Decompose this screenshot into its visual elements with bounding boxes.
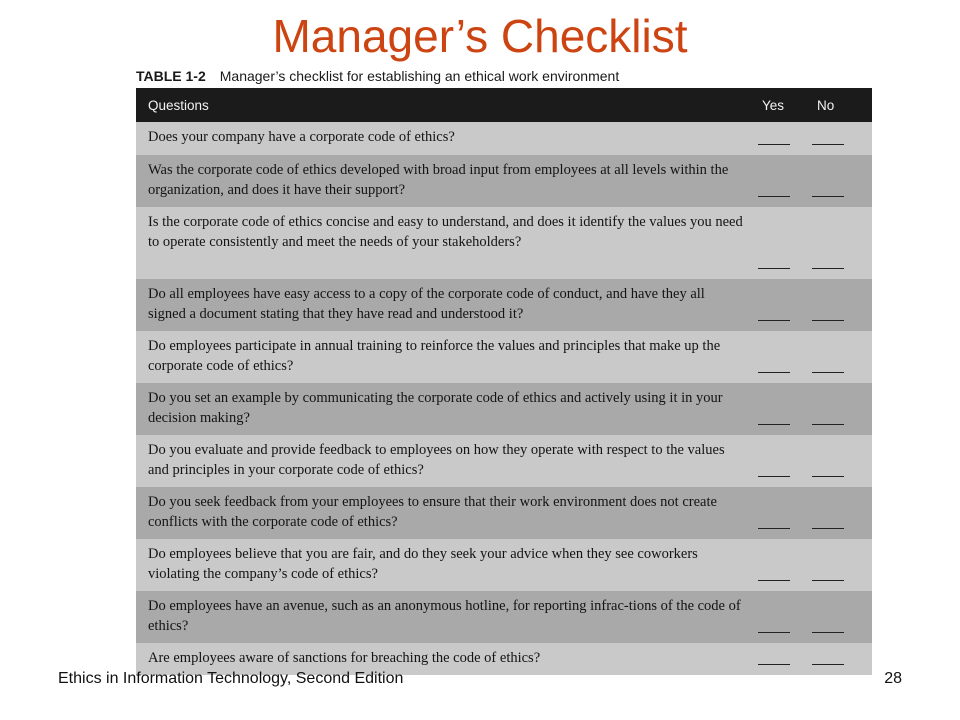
no-blank[interactable] xyxy=(812,371,844,373)
no-blank[interactable] xyxy=(812,195,844,197)
yes-blank[interactable] xyxy=(758,319,790,321)
yes-blank[interactable] xyxy=(758,631,790,633)
header-questions: Questions xyxy=(148,97,209,113)
table-row xyxy=(136,122,872,155)
yes-blank[interactable] xyxy=(758,527,790,529)
no-blank[interactable] xyxy=(812,319,844,321)
no-blank[interactable] xyxy=(812,143,844,145)
no-blank[interactable] xyxy=(812,423,844,425)
question-text: Does your company have a corporate code of ethics? xyxy=(148,129,455,145)
yes-blank[interactable] xyxy=(758,267,790,269)
table-caption xyxy=(136,64,872,88)
question-text: Are employees aware of sanctions for breaching the code of ethics? xyxy=(148,650,541,666)
table-row xyxy=(136,591,872,643)
question-text: Is the corporate code of ethics concise and easy to understand, and does it identify the values you need to operate consistently and meet the needs of your stakeholders? xyxy=(148,214,743,250)
no-blank[interactable] xyxy=(812,527,844,529)
yes-blank[interactable] xyxy=(758,663,790,665)
table-row xyxy=(136,331,872,383)
yes-blank[interactable] xyxy=(758,579,790,581)
table-row xyxy=(136,383,872,435)
question-text: Was the corporate code of ethics developed with broad input from employees at all levels within the organization, and does it have their support? xyxy=(148,162,729,198)
table-row xyxy=(136,487,872,539)
yes-blank[interactable] xyxy=(758,475,790,477)
yes-blank[interactable] xyxy=(758,371,790,373)
table-row xyxy=(136,207,872,279)
question-text: Do you evaluate and provide feedback to employees on how they operate with respect to the values and principles in your corporate code of ethics? xyxy=(148,442,725,478)
yes-blank[interactable] xyxy=(758,195,790,197)
table-header-row xyxy=(136,88,872,122)
header-no: No xyxy=(817,97,835,113)
question-text: Do you set an example by communicating the corporate code of ethics and actively using it in your decision making? xyxy=(148,390,723,426)
question-text: Do employees participate in annual training to reinforce the values and principles that make up the corporate code of ethics? xyxy=(148,338,721,374)
no-blank[interactable] xyxy=(812,475,844,477)
table-row xyxy=(136,279,872,331)
header-yes: Yes xyxy=(762,97,785,113)
no-blank[interactable] xyxy=(812,631,844,633)
slide-title: Manager’s Checklist xyxy=(272,10,688,62)
table-row xyxy=(136,435,872,487)
question-text: Do employees have an avenue, such as an anonymous hotline, for reporting infrac-tions of the code of ethics? xyxy=(148,598,741,634)
footer-book-title: Ethics in Information Technology, Second Edition xyxy=(58,670,404,687)
table-body xyxy=(136,122,872,675)
page-number: 28 xyxy=(884,670,902,687)
no-blank[interactable] xyxy=(812,579,844,581)
yes-blank[interactable] xyxy=(758,423,790,425)
checklist-table xyxy=(136,64,872,675)
question-text: Do all employees have easy access to a copy of the corporate code of conduct, and have they all signed a document stating that they have read and understood it? xyxy=(148,286,705,322)
table-row xyxy=(136,155,872,207)
question-text: Do employees believe that you are fair, and do they seek your advice when they see coworkers violating the company’s code of ethics? xyxy=(148,546,698,582)
table-caption-text: Manager’s checklist for establishing an ethical work environment xyxy=(219,68,620,84)
yes-blank[interactable] xyxy=(758,143,790,145)
table-number: TABLE 1-2 xyxy=(136,68,206,84)
question-text: Do you seek feedback from your employees to ensure that their work environment does not create conflicts with the corporate code of ethics? xyxy=(148,494,717,530)
no-blank[interactable] xyxy=(812,267,844,269)
table-row xyxy=(136,539,872,591)
no-blank[interactable] xyxy=(812,663,844,665)
